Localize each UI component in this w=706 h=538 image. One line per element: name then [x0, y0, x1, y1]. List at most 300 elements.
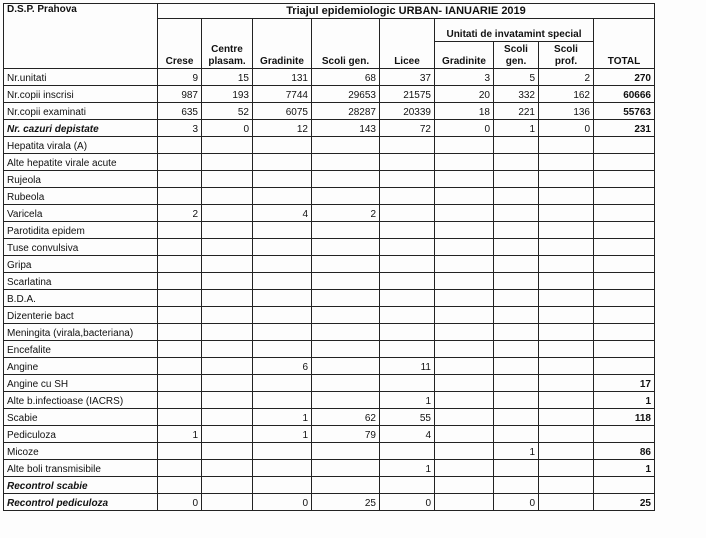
row-label: Tuse convulsiva [4, 239, 158, 256]
value-cell [435, 477, 494, 494]
value-cell [158, 273, 202, 290]
value-cell [539, 392, 594, 409]
value-cell [494, 205, 539, 222]
row-label: Recontrol pediculoza [4, 494, 158, 511]
row-label: Alte hepatite virale acute [4, 154, 158, 171]
value-cell [494, 171, 539, 188]
value-cell [253, 324, 312, 341]
value-cell [494, 460, 539, 477]
table-row [4, 205, 655, 222]
value-cell [253, 477, 312, 494]
value-cell [380, 307, 435, 324]
value-cell [202, 307, 253, 324]
value-cell [539, 171, 594, 188]
value-cell [435, 375, 494, 392]
total-cell [594, 222, 655, 239]
value-cell [202, 324, 253, 341]
value-cell [494, 137, 539, 154]
table-row [4, 460, 655, 477]
value-cell [435, 171, 494, 188]
value-cell [380, 375, 435, 392]
value-cell [312, 273, 380, 290]
value-cell [253, 392, 312, 409]
table-row [4, 239, 655, 256]
row-label: Nr.unitati [4, 69, 158, 86]
value-cell [380, 290, 435, 307]
table-row [4, 154, 655, 171]
value-cell [435, 222, 494, 239]
value-cell [158, 460, 202, 477]
value-cell [494, 409, 539, 426]
value-cell [253, 154, 312, 171]
table-row [4, 375, 655, 392]
value-cell [494, 392, 539, 409]
value-cell: 3 [158, 120, 202, 137]
value-cell [539, 154, 594, 171]
value-cell [202, 358, 253, 375]
value-cell [253, 171, 312, 188]
value-cell [435, 239, 494, 256]
table-row [4, 171, 655, 188]
value-cell [380, 341, 435, 358]
value-cell [253, 307, 312, 324]
row-label: Angine cu SH [4, 375, 158, 392]
value-cell [312, 171, 380, 188]
row-label: Rujeola [4, 171, 158, 188]
value-cell: 1 [253, 426, 312, 443]
col-header-scoli-gen: Scoli gen. [312, 19, 380, 69]
value-cell: 25 [312, 494, 380, 511]
value-cell [312, 392, 380, 409]
value-cell: 0 [435, 120, 494, 137]
value-cell [312, 324, 380, 341]
value-cell: 987 [158, 86, 202, 103]
value-cell [380, 443, 435, 460]
total-cell [594, 477, 655, 494]
value-cell [202, 188, 253, 205]
value-cell [435, 494, 494, 511]
value-cell [158, 171, 202, 188]
value-cell: 12 [253, 120, 312, 137]
value-cell [158, 256, 202, 273]
value-cell [158, 443, 202, 460]
value-cell: 68 [312, 69, 380, 86]
value-cell [494, 222, 539, 239]
value-cell [380, 273, 435, 290]
value-cell [539, 256, 594, 273]
value-cell [380, 477, 435, 494]
value-cell [158, 307, 202, 324]
row-label: Angine [4, 358, 158, 375]
value-cell: 2 [158, 205, 202, 222]
total-cell [594, 154, 655, 171]
value-cell [435, 154, 494, 171]
value-cell [202, 443, 253, 460]
value-cell [435, 409, 494, 426]
value-cell: 6 [253, 358, 312, 375]
value-cell [494, 324, 539, 341]
value-cell: 131 [253, 69, 312, 86]
value-cell: 20 [435, 86, 494, 103]
col-header-gradinite: Gradinite [253, 19, 312, 69]
total-cell [594, 188, 655, 205]
value-cell [435, 290, 494, 307]
value-cell [158, 341, 202, 358]
value-cell [253, 137, 312, 154]
value-cell [435, 188, 494, 205]
value-cell: 0 [158, 494, 202, 511]
value-cell [158, 409, 202, 426]
value-cell [158, 239, 202, 256]
value-cell [202, 239, 253, 256]
value-cell: 37 [380, 69, 435, 86]
row-label: Encefalite [4, 341, 158, 358]
value-cell [494, 188, 539, 205]
value-cell [494, 358, 539, 375]
table-row [4, 188, 655, 205]
value-cell: 20339 [380, 103, 435, 120]
value-cell [202, 477, 253, 494]
value-cell [539, 477, 594, 494]
value-cell [312, 477, 380, 494]
value-cell [494, 273, 539, 290]
value-cell [253, 341, 312, 358]
value-cell [253, 188, 312, 205]
total-cell [594, 290, 655, 307]
epidemiologic-triage-table [3, 3, 655, 511]
row-label: Nr.copii examinati [4, 103, 158, 120]
value-cell: 1 [494, 120, 539, 137]
value-cell [380, 137, 435, 154]
total-cell: 118 [594, 409, 655, 426]
value-cell [202, 290, 253, 307]
value-cell [202, 171, 253, 188]
value-cell: 332 [494, 86, 539, 103]
total-cell [594, 137, 655, 154]
value-cell: 162 [539, 86, 594, 103]
value-cell [253, 222, 312, 239]
value-cell [539, 375, 594, 392]
value-cell [435, 273, 494, 290]
value-cell [312, 307, 380, 324]
value-cell [380, 188, 435, 205]
total-cell [594, 239, 655, 256]
value-cell [158, 477, 202, 494]
value-cell [435, 460, 494, 477]
table-row [4, 392, 655, 409]
row-label: Nr.copii inscrisi [4, 86, 158, 103]
value-cell [380, 222, 435, 239]
value-cell: 4 [380, 426, 435, 443]
col-header-special-scoli-prof: Scoli prof. [539, 42, 594, 69]
value-cell: 62 [312, 409, 380, 426]
table-row [4, 477, 655, 494]
table-row [4, 494, 655, 511]
value-cell [539, 222, 594, 239]
value-cell [435, 341, 494, 358]
value-cell [435, 358, 494, 375]
value-cell [312, 358, 380, 375]
row-label: Alte boli transmisibile [4, 460, 158, 477]
row-label: Scabie [4, 409, 158, 426]
col-group-special-education: Unitati de invatamint special [435, 19, 594, 42]
value-cell [380, 171, 435, 188]
value-cell [158, 137, 202, 154]
value-cell: 1 [380, 392, 435, 409]
row-label: Nr. cazuri depistate [4, 120, 158, 137]
value-cell [253, 375, 312, 392]
row-label: Parotidita epidem [4, 222, 158, 239]
value-cell [312, 460, 380, 477]
value-cell: 4 [253, 205, 312, 222]
value-cell [202, 426, 253, 443]
value-cell [435, 426, 494, 443]
total-cell: 17 [594, 375, 655, 392]
value-cell [253, 273, 312, 290]
row-label: Micoze [4, 443, 158, 460]
value-cell [202, 392, 253, 409]
table-row [4, 273, 655, 290]
value-cell [158, 222, 202, 239]
row-label: Dizenterie bact [4, 307, 158, 324]
row-label: B.D.A. [4, 290, 158, 307]
col-header-special-gradinite: Gradinite [435, 42, 494, 69]
value-cell [539, 358, 594, 375]
row-label: Hepatita virala (A) [4, 137, 158, 154]
value-cell [312, 154, 380, 171]
value-cell [539, 460, 594, 477]
table-row [4, 358, 655, 375]
total-cell: 86 [594, 443, 655, 460]
value-cell [202, 222, 253, 239]
table-row [4, 86, 655, 103]
value-cell [494, 341, 539, 358]
col-header-licee: Licee [380, 19, 435, 69]
row-label: Pediculoza [4, 426, 158, 443]
total-cell [594, 171, 655, 188]
value-cell [158, 154, 202, 171]
total-cell [594, 273, 655, 290]
value-cell [494, 290, 539, 307]
value-cell: 5 [494, 69, 539, 86]
total-cell [594, 205, 655, 222]
value-cell [202, 205, 253, 222]
value-cell: 0 [253, 494, 312, 511]
col-header-special-scoli-gen: Scoli gen. [494, 42, 539, 69]
value-cell [253, 460, 312, 477]
value-cell: 29653 [312, 86, 380, 103]
value-cell [312, 188, 380, 205]
value-cell: 0 [494, 494, 539, 511]
value-cell: 1 [253, 409, 312, 426]
value-cell [158, 358, 202, 375]
value-cell [202, 375, 253, 392]
table-row [4, 324, 655, 341]
total-cell [594, 324, 655, 341]
row-label: Alte b.infectioase (IACRS) [4, 392, 158, 409]
row-label: Recontrol scabie [4, 477, 158, 494]
value-cell [312, 222, 380, 239]
value-cell [312, 137, 380, 154]
value-cell [158, 324, 202, 341]
value-cell: 136 [539, 103, 594, 120]
header-row-1 [4, 4, 655, 19]
value-cell: 221 [494, 103, 539, 120]
value-cell: 0 [380, 494, 435, 511]
value-cell: 11 [380, 358, 435, 375]
value-cell [539, 205, 594, 222]
table-row [4, 290, 655, 307]
value-cell: 6075 [253, 103, 312, 120]
value-cell: 28287 [312, 103, 380, 120]
value-cell [435, 256, 494, 273]
value-cell [539, 443, 594, 460]
total-cell: 25 [594, 494, 655, 511]
value-cell [539, 426, 594, 443]
value-cell [312, 256, 380, 273]
col-header-centre-plasam: Centre plasam. [202, 19, 253, 69]
value-cell: 3 [435, 69, 494, 86]
total-cell: 60666 [594, 86, 655, 103]
total-cell [594, 358, 655, 375]
value-cell [435, 443, 494, 460]
value-cell [312, 290, 380, 307]
value-cell [312, 375, 380, 392]
value-cell [494, 154, 539, 171]
value-cell [435, 392, 494, 409]
value-cell [380, 324, 435, 341]
value-cell: 1 [494, 443, 539, 460]
table-row [4, 256, 655, 273]
value-cell: 193 [202, 86, 253, 103]
value-cell [312, 341, 380, 358]
value-cell [435, 324, 494, 341]
value-cell: 15 [202, 69, 253, 86]
value-cell [539, 409, 594, 426]
value-cell [202, 409, 253, 426]
row-label: Varicela [4, 205, 158, 222]
value-cell: 143 [312, 120, 380, 137]
value-cell [494, 375, 539, 392]
table-row [4, 103, 655, 120]
value-cell [312, 443, 380, 460]
value-cell: 9 [158, 69, 202, 86]
table-row [4, 69, 655, 86]
table-row [4, 222, 655, 239]
col-header-crese: Crese [158, 19, 202, 69]
value-cell [158, 375, 202, 392]
total-cell: 270 [594, 69, 655, 86]
total-cell: 231 [594, 120, 655, 137]
value-cell [202, 341, 253, 358]
value-cell: 18 [435, 103, 494, 120]
value-cell [539, 273, 594, 290]
row-label: Gripa [4, 256, 158, 273]
value-cell: 2 [539, 69, 594, 86]
value-cell [312, 239, 380, 256]
row-label: Rubeola [4, 188, 158, 205]
total-cell: 1 [594, 460, 655, 477]
value-cell: 0 [202, 120, 253, 137]
organization-label: D.S.P. Prahova [4, 4, 158, 69]
value-cell [539, 188, 594, 205]
value-cell: 2 [312, 205, 380, 222]
value-cell: 21575 [380, 86, 435, 103]
value-cell: 1 [158, 426, 202, 443]
value-cell [539, 239, 594, 256]
table-title: Triajul epidemiologic URBAN- IANUARIE 2019 [158, 4, 655, 19]
value-cell: 0 [539, 120, 594, 137]
value-cell [494, 256, 539, 273]
col-header-total: TOTAL [594, 19, 655, 69]
total-cell: 55763 [594, 103, 655, 120]
table-row [4, 426, 655, 443]
total-cell [594, 341, 655, 358]
row-label: Meningita (virala,bacteriana) [4, 324, 158, 341]
total-cell [594, 256, 655, 273]
value-cell [539, 324, 594, 341]
value-cell [380, 239, 435, 256]
value-cell: 7744 [253, 86, 312, 103]
value-cell [158, 188, 202, 205]
value-cell: 52 [202, 103, 253, 120]
table-row [4, 137, 655, 154]
value-cell [539, 137, 594, 154]
value-cell [494, 239, 539, 256]
value-cell: 635 [158, 103, 202, 120]
value-cell [253, 256, 312, 273]
value-cell [539, 290, 594, 307]
table-row [4, 341, 655, 358]
table-row [4, 120, 655, 137]
value-cell [202, 273, 253, 290]
table-row [4, 443, 655, 460]
value-cell [253, 443, 312, 460]
value-cell: 79 [312, 426, 380, 443]
value-cell [202, 154, 253, 171]
value-cell [202, 256, 253, 273]
value-cell [380, 154, 435, 171]
value-cell [435, 137, 494, 154]
value-cell [539, 494, 594, 511]
value-cell [202, 494, 253, 511]
value-cell [253, 239, 312, 256]
value-cell [494, 426, 539, 443]
value-cell [539, 307, 594, 324]
value-cell: 55 [380, 409, 435, 426]
value-cell: 1 [380, 460, 435, 477]
value-cell [380, 256, 435, 273]
row-label: Scarlatina [4, 273, 158, 290]
value-cell [253, 290, 312, 307]
value-cell [435, 205, 494, 222]
value-cell [494, 477, 539, 494]
value-cell [435, 307, 494, 324]
value-cell [494, 307, 539, 324]
table-row [4, 409, 655, 426]
total-cell: 1 [594, 392, 655, 409]
value-cell: 72 [380, 120, 435, 137]
total-cell [594, 426, 655, 443]
total-cell [594, 307, 655, 324]
value-cell [158, 290, 202, 307]
value-cell [158, 392, 202, 409]
table-row [4, 307, 655, 324]
value-cell [202, 460, 253, 477]
value-cell [539, 341, 594, 358]
value-cell [202, 137, 253, 154]
value-cell [380, 205, 435, 222]
